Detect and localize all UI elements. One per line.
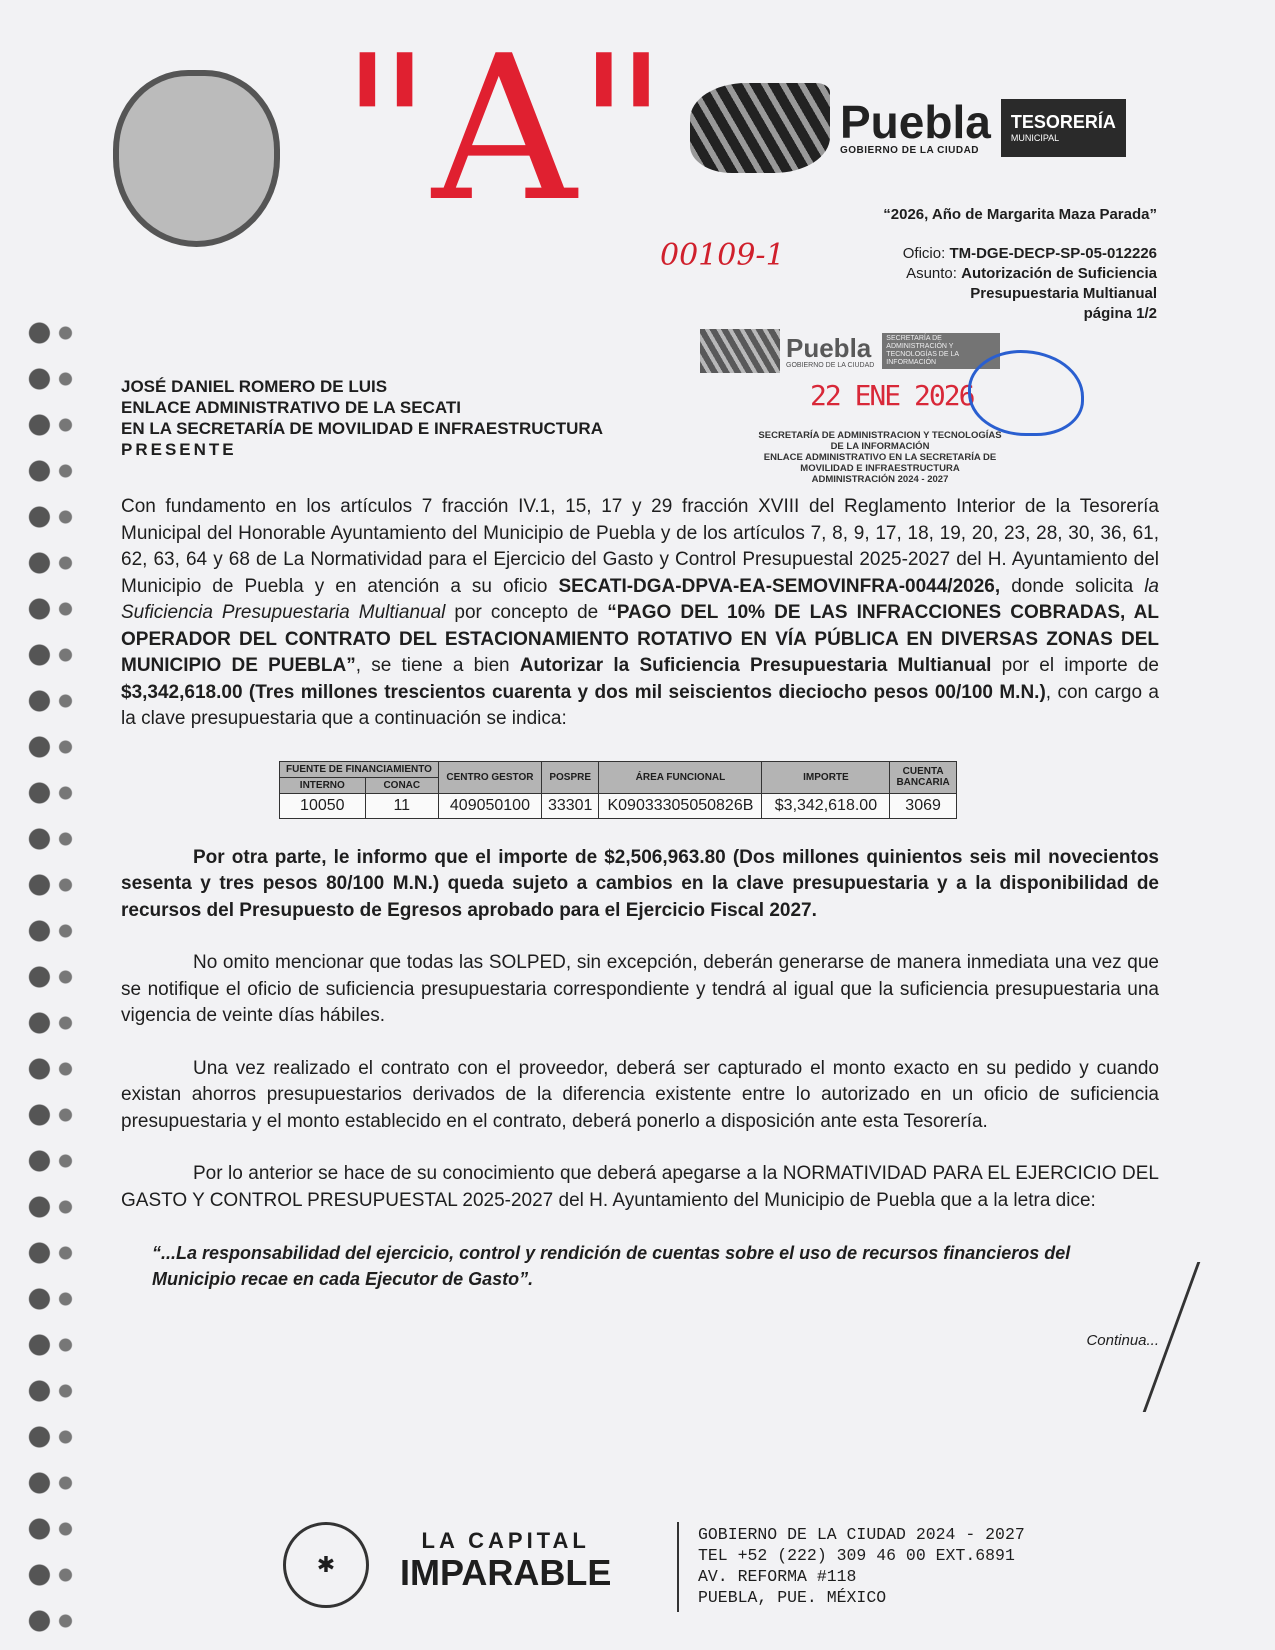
stamp-line: SECRETARÍA DE ADMINISTRACION Y TECNOLOGÍAS: [758, 430, 1002, 441]
th-cuenta: CUENTA BANCARIA: [890, 761, 956, 793]
slogan-logo: [400, 1528, 611, 1592]
stamp-logo-box: SECRETARÍA DE ADMINISTRACIÓN Y TECNOLOGÍAS DE LA INFORMACIÓN: [882, 333, 1000, 369]
address-line: TEL +52 (222) 309 46 00 EXT.6891: [698, 1546, 1015, 1565]
municipal-seal: [113, 70, 280, 247]
slogan-line-2: IMPARABLE: [400, 1552, 612, 1593]
tesoreria-title: TESORERÍA: [1010, 112, 1116, 132]
addressee-name: JOSÉ DANIEL ROMERO DE LUIS: [121, 377, 388, 396]
text: por el importe de: [991, 655, 1159, 676]
quote: “...La responsabilidad del ejercicio, control y rendición de cuentas sobre el uso de recursos financieros del Municipio recae en cada Ejecutor de Gasto”.: [152, 1243, 1071, 1289]
year-motto: “2026, Año de Margarita Maza Parada”: [883, 206, 1157, 223]
puebla-tesoreria-logo: [690, 80, 1158, 175]
decorative-border: [22, 310, 80, 1640]
table-row: [280, 793, 957, 818]
th-area-funcional: ÁREA FUNCIONAL: [599, 761, 762, 793]
address-line: PUEBLA, PUE. MÉXICO: [698, 1588, 887, 1607]
oficio-label: Oficio:: [902, 245, 946, 262]
asunto-label: Asunto:: [906, 265, 957, 282]
concept: “PAGO DEL 10% DE LAS INFRACCIONES COBRADAS, AL OPERADOR DEL CONTRATO DEL ESTACIONAMIENTO ROTATIVO EN VÍA PÚBLICA EN DIVERSAS ZONAS DEL MUNICIPIO DE PUEBLA”: [121, 602, 1159, 676]
stamp-line: ENLACE ADMINISTRATIVO EN LA SECRETARÍA DE: [763, 452, 997, 463]
th-conac: CONAC: [365, 777, 438, 793]
addressee-dept: EN LA SECRETARÍA DE MOVILIDAD E INFRAESTRUCTURA: [121, 419, 603, 438]
asunto-value: Autorización de Suficiencia: [961, 265, 1157, 282]
th-pospre: POSPRE: [541, 761, 599, 793]
logo-subtitle: GOBIERNO DE LA CIUDAD: [840, 145, 980, 156]
reception-stamp-text: [720, 430, 1040, 485]
stamp-logo-name: Puebla: [786, 332, 872, 363]
text: donde solicita: [1000, 575, 1145, 597]
addressee: [121, 376, 603, 460]
margin-signature: [1143, 1262, 1261, 1412]
puebla-logo-icon: [700, 329, 780, 373]
address-line: AV. REFORMA #118: [698, 1567, 857, 1586]
paragraph-3: No omito mencionar que todas las SOLPED, sin excepción, deberán generarse de manera inmediata una vez que se notifique el oficio de suficiencia presupuestaria correspondiente y tendrá al igual que la suficiencia presupuestaria una vigencia de veinte días hábiles.: [121, 952, 1159, 1026]
addressee-title: ENLACE ADMINISTRATIVO DE LA SECATI: [121, 398, 461, 417]
cell: 3069: [890, 793, 956, 818]
footer-address: [698, 1524, 1025, 1608]
cell: 11: [365, 793, 438, 818]
paragraph-1: [121, 494, 1159, 733]
addressee-presente: PRESENTE: [121, 440, 237, 459]
tesoreria-box: [1001, 99, 1126, 157]
paragraph-4: Una vez realizado el contrato con el proveedor, deberá ser capturado el monto exacto en su pedido y cuando existan ahorros presupuestarios derivados de la diferencia existente entre lo autorizado en un oficio de suficiencia presupuestaria y el monto establecido en el contrato, deberá ponerlo a disposición ante esta Tesorería.: [121, 1057, 1159, 1132]
reception-date: 22 ENE 2026: [810, 379, 974, 412]
text: , con cargo a la clave presupuestaria que a continuación se indica:: [121, 681, 1160, 729]
budget-table: [279, 761, 1159, 819]
th-centro-gestor: CENTRO GESTOR: [438, 761, 541, 793]
stamp-line: MOVILIDAD E INFRAESTRUCTURA: [800, 463, 960, 474]
continued-note: Continua...: [1086, 1332, 1159, 1349]
paragraph-2: Por otra parte, le informo que el importe de $2,506,963.80 (Dos millones quinientos seis mil novecientos sesenta y tres pesos 80/100 M.N.) queda sujeto a cambios en la clave presupuestaria y a la disponibilidad de recursos del Presupuesto de Egresos aprobado para el Ejercicio Fiscal 2027.: [121, 846, 1159, 921]
amount: $3,342,618.00 (Tres millones trescientos cuarenta y dos mil seiscientos dieciocho pesos 00/100 M.N.): [121, 681, 1046, 703]
handwritten-mark: "A": [340, 13, 669, 246]
text: la Suficiencia Presupuestaria Multianual: [121, 575, 1159, 623]
asunto-value-2: Presupuestaria Multianual: [970, 285, 1157, 302]
text: Con fundamento en los artículos 7 fracción IV.1, 15, 17 y 29 fracción XVIII del Reglamento Interior de la Tesorería Municipal del Honorable Ayuntamiento del Municipio de Puebla y de los artículos 7, 8, 9, 17, 18, 19, 20, 23, 28, 30, 36, 61, 62, 63, 64 y 68 de La Normatividad para el Ejercicio del Gasto y Control Presupuestal 2025-2027 del H. Ayuntamiento del Municipio de Puebla y en atención a su oficio: [121, 496, 1159, 597]
slogan-line-1: LA CAPITAL: [421, 1528, 590, 1553]
puebla-logo-icon: [690, 83, 830, 173]
cell: 409050100: [438, 793, 541, 818]
oficio-value: TM-DGE-DECP-SP-05-012226: [949, 245, 1157, 262]
logo-name: Puebla: [840, 96, 991, 148]
stamp-logo-sub: GOBIERNO DE LA CIUDAD: [786, 361, 875, 369]
text: por concepto de: [445, 602, 608, 623]
handwritten-folio: 00109-1: [660, 238, 785, 273]
stamp-line: ADMINISTRACIÓN 2024 - 2027: [811, 474, 949, 485]
text: , se tiene a bien: [355, 655, 520, 676]
cell: $3,342,618.00: [762, 793, 890, 818]
cell: 10050: [280, 793, 366, 818]
footer-divider: [677, 1522, 679, 1612]
cell: 33301: [541, 793, 599, 818]
th-fuente: FUENTE DE FINANCIAMIENTO: [280, 761, 439, 777]
address-line: GOBIERNO DE LA CIUDAD 2024 - 2027: [698, 1525, 1025, 1544]
equality-seal-icon: ✱: [283, 1522, 369, 1608]
letter-body: [121, 494, 1159, 1349]
paragraph-5: Por lo anterior se hace de su conocimiento que deberá apegarse a la NORMATIVIDAD PARA EL EJERCICIO DEL GASTO Y CONTROL PRESUPUESTAL 2025-2027 del H. Ayuntamiento del Municipio de Puebla que a la letra dice:: [121, 1163, 1159, 1211]
th-interno: INTERNO: [280, 777, 366, 793]
cell: K09033305050826B: [599, 793, 762, 818]
page-number: página 1/2: [1083, 305, 1157, 322]
document-reference: [903, 244, 1157, 324]
tesoreria-sub: MUNICIPAL: [1010, 133, 1060, 143]
blue-signature: [968, 350, 1084, 436]
th-importe: IMPORTE: [762, 761, 890, 793]
stamp-line: DE LA INFORMACIÓN: [830, 441, 930, 452]
text: Autorizar la Suficiencia Presupuestaria Multianual: [519, 655, 992, 676]
oficio-ref: SECATI-DGA-DPVA-EA-SEMOVINFRA-0044/2026,: [558, 575, 1001, 597]
